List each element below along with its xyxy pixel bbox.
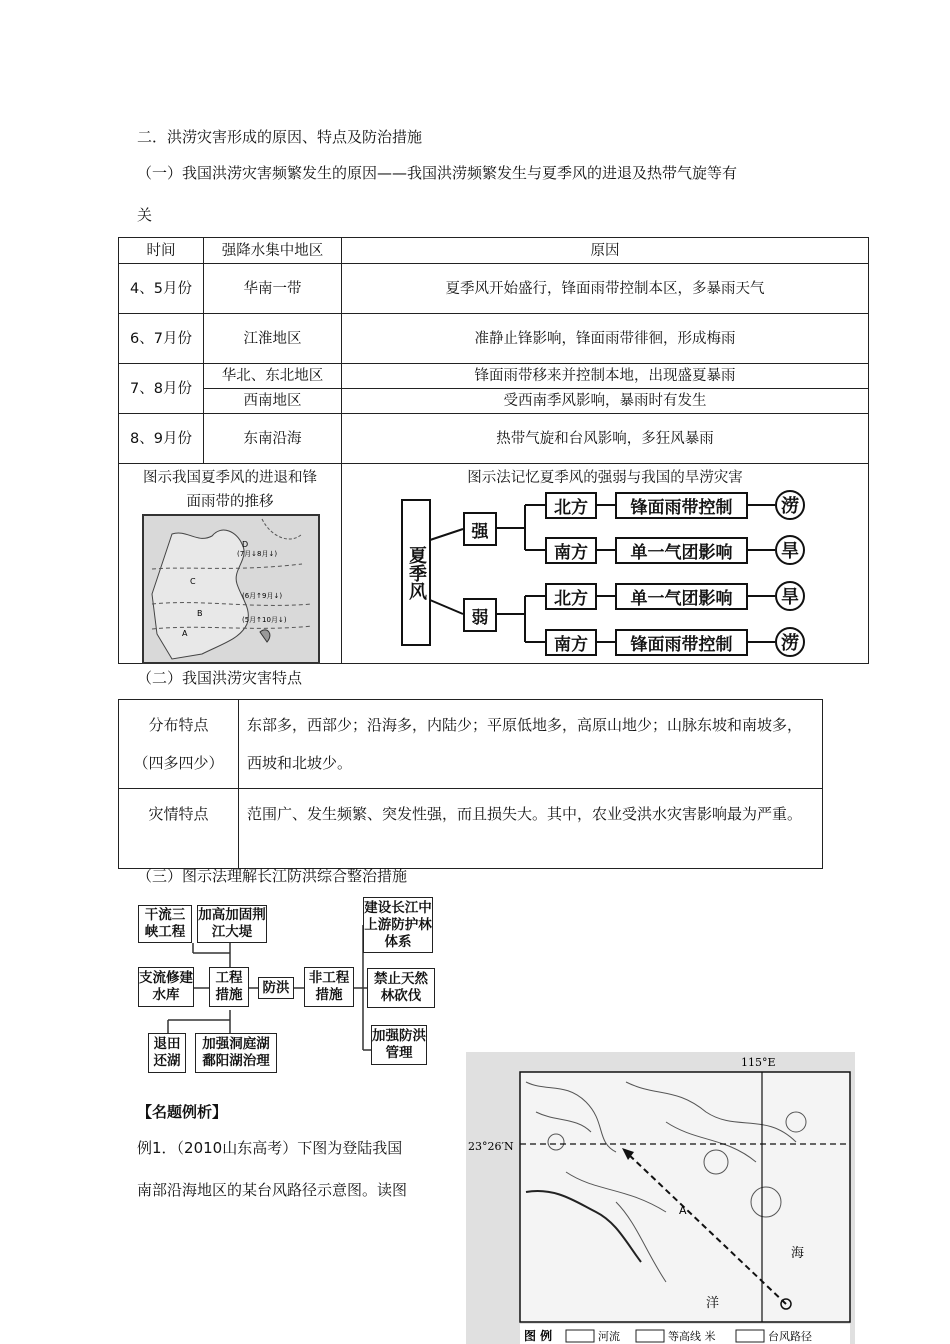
strong-box: 强 bbox=[463, 512, 497, 546]
flood-box-reservoir: 支流修建水库 bbox=[138, 967, 194, 1007]
weak-box: 弱 bbox=[463, 598, 497, 632]
dir-box: 南方 bbox=[545, 537, 597, 564]
row-region: 东南沿海 bbox=[204, 414, 342, 464]
legend-typhoon-path: 台风路径 bbox=[768, 1330, 812, 1343]
legend-title: 图 例 bbox=[524, 1329, 553, 1343]
feature-label-sub: （四多四少） bbox=[133, 754, 224, 772]
example-line1: 例1．（2010山东高考）下图为登陆我国 bbox=[137, 1139, 403, 1157]
row-reason: 热带气旋和台风影响，多狂风暴雨 bbox=[342, 414, 869, 464]
typhoon-map bbox=[466, 1052, 855, 1344]
row-region: 江淮地区 bbox=[204, 314, 342, 364]
table-row bbox=[119, 700, 823, 789]
flood-box-center: 防洪 bbox=[258, 977, 294, 999]
lat-label: 23°26′N bbox=[468, 1140, 514, 1153]
map-label-c: C bbox=[190, 577, 196, 586]
diagram-caption: 图示法记忆夏季风的强弱与我国的旱涝灾害 bbox=[467, 470, 743, 486]
result-circle: 涝 bbox=[775, 490, 805, 520]
flood-box-forest-system: 建设长江中上游防护林体系 bbox=[363, 897, 433, 953]
table-row bbox=[119, 389, 869, 414]
example-line2: 南部沿海地区的某台风路径示意图。读图 bbox=[137, 1181, 408, 1199]
table-row bbox=[119, 789, 823, 869]
flood-box-lakes: 加强洞庭湖鄱阳湖治理 bbox=[195, 1033, 277, 1073]
map-caption: 图示我国夏季风的进退和锋面雨带的推移 bbox=[143, 470, 317, 510]
dir-box: 北方 bbox=[545, 583, 597, 610]
map-label-a: A bbox=[182, 629, 188, 638]
dir-box: 北方 bbox=[545, 492, 597, 519]
row-region: 西南地区 bbox=[204, 389, 342, 414]
cause-box: 锋面雨带控制 bbox=[615, 629, 748, 656]
legend-contour: 等高线 米 bbox=[668, 1330, 716, 1343]
table-row bbox=[119, 364, 869, 389]
summer-monsoon-box: 夏季风 bbox=[401, 499, 431, 646]
row-time: 8、9月份 bbox=[119, 414, 204, 464]
lon-label: 115°E bbox=[741, 1056, 776, 1069]
col-header-time: 时间 bbox=[119, 238, 204, 264]
point-a-label: A bbox=[679, 1204, 687, 1217]
flood-box-management: 加强防洪管理 bbox=[371, 1025, 427, 1065]
map-label-c-months: (6月↑9月↓) bbox=[242, 592, 283, 600]
row-reason: 受西南季风影响，暴雨时有发生 bbox=[342, 389, 869, 414]
table-row bbox=[119, 264, 869, 314]
map-label-b: B bbox=[197, 609, 203, 618]
row-reason: 锋面雨带移来并控制本地，出现盛夏暴雨 bbox=[342, 364, 869, 389]
map-label-b-months: (5月↑10月↓) bbox=[242, 616, 287, 624]
sub1-line1: （一）我国洪涝灾害频繁发生的原因——我国洪涝频繁发生与夏季风的进退及热带气旋等有 bbox=[137, 164, 738, 182]
flood-feature-table bbox=[118, 699, 823, 869]
sub3-title: （三）图示法理解长江防洪综合整治措施 bbox=[137, 867, 408, 885]
sea-label-2: 洋 bbox=[706, 1296, 720, 1311]
row-region: 华南一带 bbox=[204, 264, 342, 314]
section-title: 二．洪涝灾害形成的原因、特点及防治措施 bbox=[137, 128, 423, 146]
flood-box-non-engineering: 非工程措施 bbox=[304, 967, 354, 1007]
feature-label: 灾情特点 bbox=[148, 805, 209, 823]
row-time: 7、8月份 bbox=[119, 364, 204, 414]
flood-box-three-gorges: 干流三峡工程 bbox=[138, 905, 192, 943]
flood-box-engineering: 工程措施 bbox=[209, 967, 249, 1007]
row-reason: 准静止锋影响，锋面雨带徘徊，形成梅雨 bbox=[342, 314, 869, 364]
feature-label-cell bbox=[119, 789, 239, 869]
flood-box-return-farmland: 退田还湖 bbox=[148, 1033, 186, 1073]
table-row bbox=[119, 314, 869, 364]
cause-box: 锋面雨带控制 bbox=[615, 492, 748, 519]
monsoon-map-cell bbox=[119, 464, 342, 664]
cause-box: 单一气团影响 bbox=[615, 537, 748, 564]
table-row bbox=[119, 414, 869, 464]
dir-box: 南方 bbox=[545, 629, 597, 656]
cause-box: 单一气团影响 bbox=[615, 583, 748, 610]
row-reason: 夏季风开始盛行，锋面雨带控制本区，多暴雨天气 bbox=[342, 264, 869, 314]
legend-river: 河流 bbox=[598, 1330, 620, 1343]
feature-label: 分布特点 bbox=[148, 716, 209, 734]
result-circle: 旱 bbox=[775, 581, 805, 611]
row-region: 华北、东北地区 bbox=[204, 364, 342, 389]
col-header-reason: 原因 bbox=[342, 238, 869, 264]
sea-label-1: 海 bbox=[791, 1246, 805, 1261]
map-label-d: D bbox=[242, 540, 249, 549]
result-circle: 旱 bbox=[775, 535, 805, 565]
feature-text: 范围广、发生频繁、突发性强，而且损失大。其中，农业受洪水灾害影响最为严重。 bbox=[239, 789, 823, 869]
result-circle: 涝 bbox=[775, 627, 805, 657]
monsoon-map bbox=[142, 514, 320, 664]
sub1-line2: 关 bbox=[137, 206, 153, 224]
flood-box-ban-logging: 禁止天然林砍伐 bbox=[367, 968, 435, 1008]
row-time: 4、5月份 bbox=[119, 264, 204, 314]
map-label-d-months: (7月↓8月↓) bbox=[237, 550, 278, 558]
row-time: 6、7月份 bbox=[119, 314, 204, 364]
flood-box-jingjiang: 加高加固荆江大堤 bbox=[197, 905, 267, 943]
feature-text: 东部多，西部少；沿海多，内陆少；平原低地多，高原山地少；山脉东坡和南坡多，西坡和北坡少。 bbox=[239, 700, 823, 789]
col-header-region: 强降水集中地区 bbox=[204, 238, 342, 264]
example-heading: 【名题例析】 bbox=[137, 1103, 228, 1121]
sub2-title: （二）我国洪涝灾害特点 bbox=[137, 669, 303, 687]
feature-label-cell bbox=[119, 700, 239, 789]
